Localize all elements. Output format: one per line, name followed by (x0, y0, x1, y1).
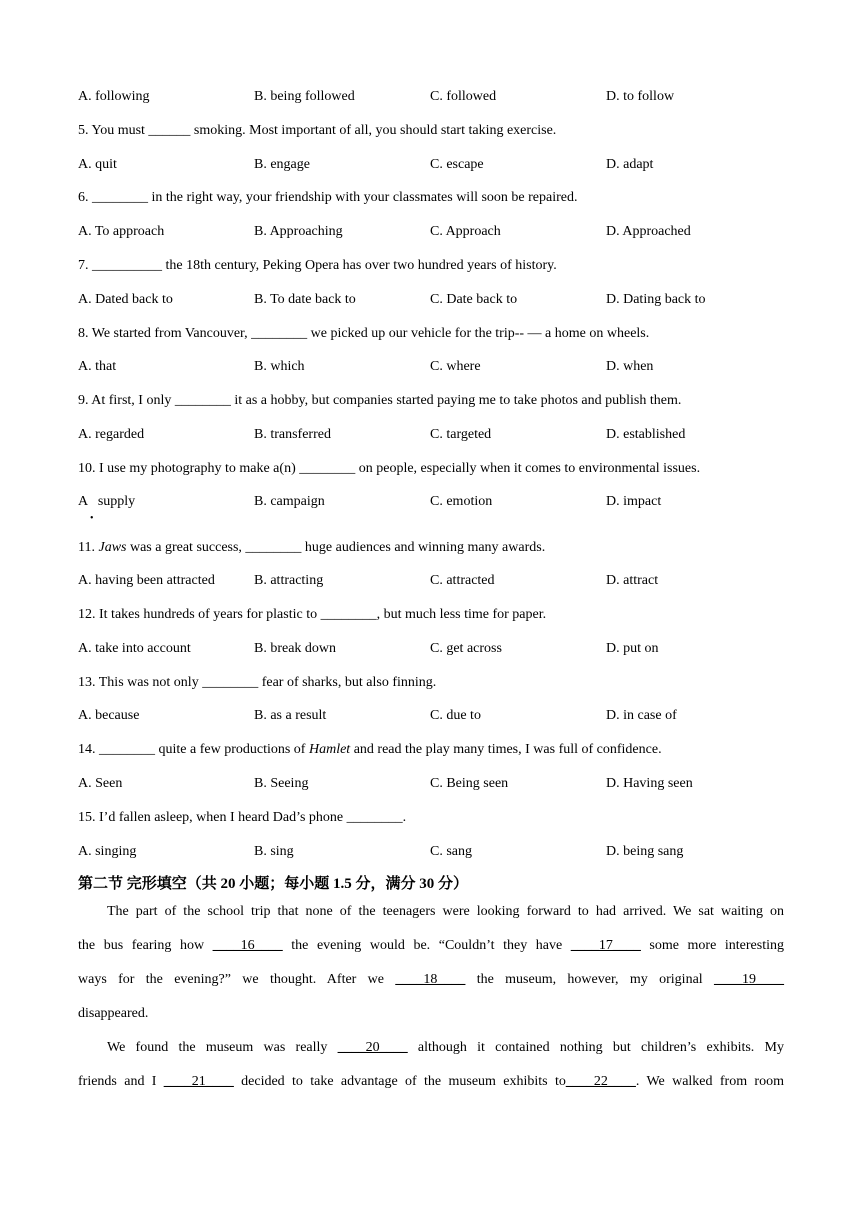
title-italic: Hamlet (308, 742, 351, 757)
stem-text: 11. (78, 540, 99, 555)
passage-text: the bus fearing how (78, 938, 213, 953)
passage-text: some more interesting (640, 938, 784, 953)
passage-line (78, 963, 784, 997)
passage-line (78, 1031, 784, 1065)
option-a: A. take into account (78, 641, 191, 656)
question-12-stem: 12. It takes hundreds of years for plastic to ________, but much less time for paper. (78, 607, 547, 622)
blank-18[interactable]: ____18____ (395, 972, 466, 987)
option-d: D. being sang (606, 844, 684, 859)
option-b: B. engage (254, 157, 310, 172)
passage-text: although it contained nothing but children’s exhibits. My (407, 1040, 784, 1055)
option-a: A. To approach (78, 224, 165, 239)
blank-20[interactable]: ____20____ (337, 1040, 408, 1055)
question-8-stem: 8. We started from Vancouver, ________ we picked up our vehicle for the trip-- — a home on wheels. (78, 326, 650, 341)
question-10-stem: 10. I use my photography to make a(n) ________ on people, especially when it comes to environmental issues. (78, 461, 701, 476)
question-4-options (78, 89, 798, 107)
option-c: C. Being seen (430, 776, 509, 791)
option-d: D. established (606, 427, 686, 442)
question-14-stem (78, 742, 662, 758)
passage-text: ways for the evening?” we thought. After we (78, 972, 396, 987)
option-a: A. quit (78, 157, 117, 172)
question-9-stem: 9. At first, I only ________ it as a hobby, but companies started paying me to take photos and publish them. (78, 393, 682, 408)
passage-text: the museum, however, my original (465, 972, 715, 987)
passage-text: . We walked from room (635, 1074, 784, 1089)
option-b: B. break down (254, 641, 337, 656)
option-c: C. targeted (430, 427, 492, 442)
option-d: D. in case of (606, 708, 677, 723)
question-12-options (78, 641, 798, 659)
option-a: A. singing (78, 844, 137, 859)
question-9-options (78, 427, 798, 445)
passage-text: We found the museum was really (107, 1040, 338, 1055)
passage-text: friends and I (78, 1074, 164, 1089)
option-c: C. Date back to (430, 292, 518, 307)
blank-22[interactable]: ____22____ (565, 1074, 636, 1089)
passage-line (78, 929, 784, 963)
option-b: B. campaign (254, 494, 325, 509)
option-c: C. emotion (430, 494, 493, 509)
option-d: D. Approached (606, 224, 691, 239)
question-6-stem: 6. ________ in the right way, your friendship with your classmates will soon be repaired. (78, 190, 578, 205)
option-d: D. impact (606, 494, 662, 509)
section-title: 第二节 完形填空（共 20 小题；每小题 1.5 分，满分 30 分） (78, 876, 469, 892)
option-d: D. to follow (606, 89, 675, 104)
option-a: A. that (78, 359, 117, 374)
option-a: A. regarded (78, 427, 145, 442)
question-6-options (78, 224, 798, 242)
option-d: D. attract (606, 573, 659, 588)
option-d: D. Having seen (606, 776, 693, 791)
stem-text: and read the play many times, I was full of confidence. (350, 742, 662, 757)
stem-text: was a great success, ________ huge audiences and winning many awards. (126, 540, 546, 555)
option-b: B. sing (254, 844, 294, 859)
question-14-options (78, 776, 798, 794)
option-c: C. get across (430, 641, 502, 656)
passage-paragraph-1 (78, 895, 784, 1031)
question-11-stem (78, 540, 545, 556)
option-d: D. put on (606, 641, 659, 656)
option-b: B. transferred (254, 427, 331, 442)
stem-text: 14. ________ quite a few productions of (78, 742, 309, 757)
question-13-stem: 13. This was not only ________ fear of sharks, but also finning. (78, 675, 437, 690)
question-10-options (78, 494, 798, 512)
option-d: D. Dating back to (606, 292, 706, 307)
option-b: B. Seeing (254, 776, 309, 791)
passage-line (78, 1065, 784, 1099)
question-5-stem: 5. You must ______ smoking. Most important of all, you should start taking exercise. (78, 123, 557, 138)
stray-dot-mark: • (90, 513, 94, 524)
option-b: B. being followed (254, 89, 355, 104)
question-11-options (78, 573, 798, 591)
question-15-options (78, 844, 798, 862)
blank-21[interactable]: ____21____ (163, 1074, 234, 1089)
question-7-stem: 7. __________ the 18th century, Peking Opera has over two hundred years of history. (78, 258, 557, 273)
question-8-options (78, 359, 798, 377)
blank-16[interactable]: ____16____ (212, 938, 283, 953)
option-c: C. attracted (430, 573, 495, 588)
option-b: B. Approaching (254, 224, 343, 239)
option-a: A. following (78, 89, 150, 104)
passage-paragraph-2 (78, 1031, 784, 1099)
option-a: A. because (78, 708, 140, 723)
option-b: B. To date back to (254, 292, 356, 307)
passage-line: The part of the school trip that none of the teenagers were looking forward to had arrived. We sat waiting on (107, 904, 784, 919)
question-5-options (78, 157, 798, 175)
option-d: D. when (606, 359, 654, 374)
question-13-options (78, 708, 798, 726)
option-c: C. sang (430, 844, 472, 859)
passage-text: decided to take advantage of the museum exhibits to (233, 1074, 566, 1089)
option-b: B. attracting (254, 573, 324, 588)
option-c: C. Approach (430, 224, 501, 239)
question-15-stem: 15. I’d fallen asleep, when I heard Dad’s phone ________. (78, 810, 407, 825)
option-c: C. escape (430, 157, 484, 172)
passage-text: the evening would be. “Couldn’t they have (282, 938, 571, 953)
option-c: C. where (430, 359, 481, 374)
blank-19[interactable]: ____19____ (714, 972, 785, 987)
blank-17[interactable]: ____17____ (570, 938, 641, 953)
option-b: B. as a result (254, 708, 327, 723)
option-b: B. which (254, 359, 305, 374)
option-c: C. due to (430, 708, 481, 723)
option-a: A supply (78, 494, 136, 509)
option-a: A. having been attracted (78, 573, 215, 588)
title-italic: Jaws (98, 540, 127, 555)
option-d: D. adapt (606, 157, 654, 172)
option-a: A. Dated back to (78, 292, 173, 307)
question-7-options (78, 292, 798, 310)
option-c: C. followed (430, 89, 497, 104)
passage-line: disappeared. (78, 1006, 149, 1021)
option-a: A. Seen (78, 776, 123, 791)
